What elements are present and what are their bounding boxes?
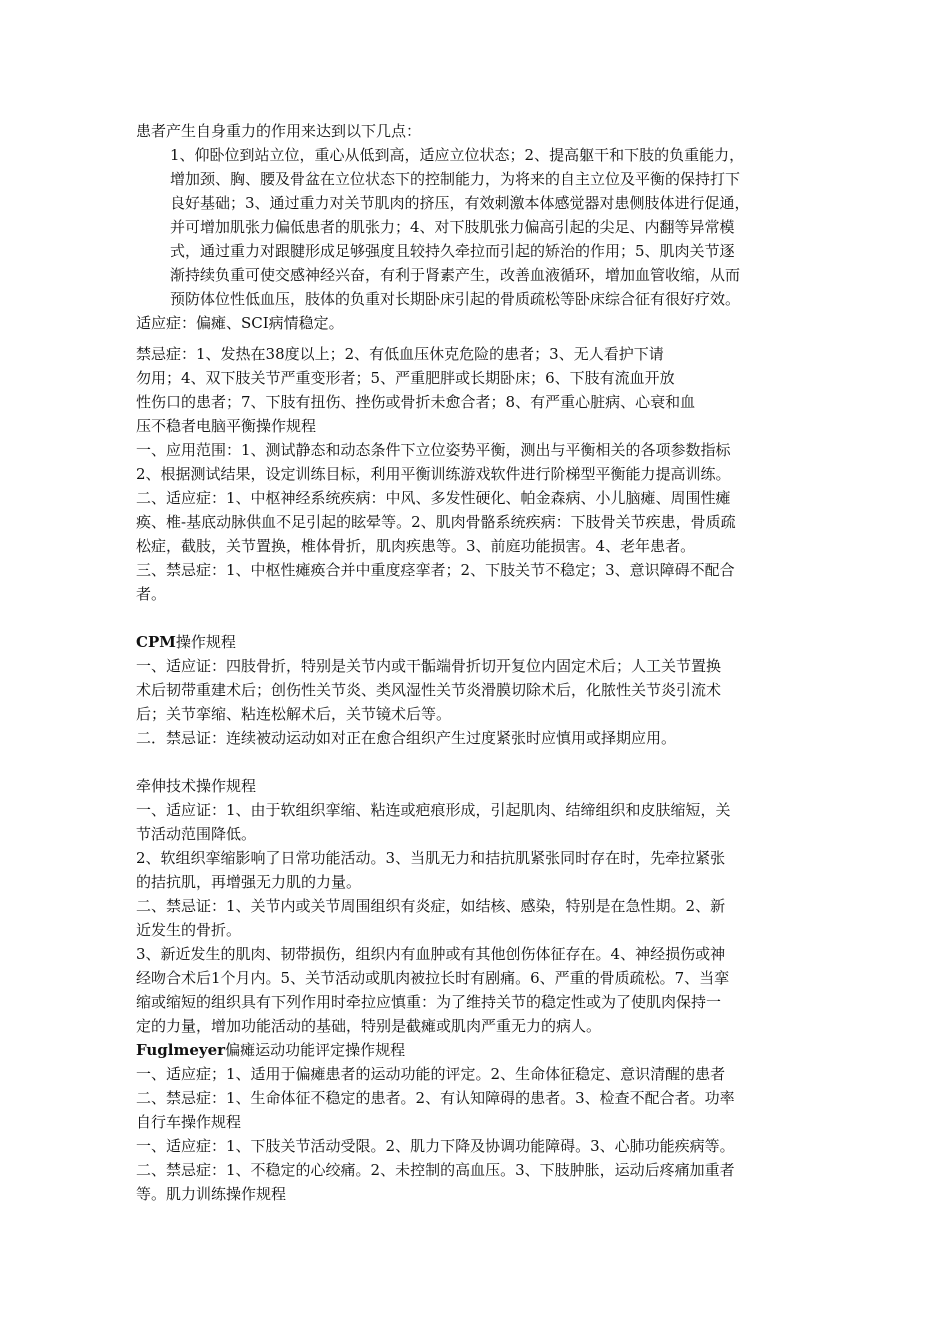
contra-line: 近发生的骨折。	[136, 921, 242, 939]
stretch-contraindications-2	[136, 942, 820, 1038]
contra-line: 3、新近发生的肌肉、韧带损伤，组织内有血肿或有其他创伤体征存在。4、神经损伤或神	[136, 945, 726, 963]
indication-line: 术后韧带重建术后；创伤性关节炎、类风湿性关节炎滑膜切除术后，化脓性关节炎引流术	[136, 681, 722, 699]
contra-line: 二、禁忌证：1、关节内或关节周围组织有炎症，如结核、感染，特别是在急性期。2、新	[136, 897, 726, 915]
fugl-line: 一、适应症；1、适用于偏瘫患者的运动功能的评定。2、生命体征稳定、意识清醒的患者	[136, 1065, 726, 1083]
cpm-heading-bold: CPM	[136, 633, 176, 651]
contra-line: 禁忌症：1、发热在38度以上；2、有低血压休克危险的患者；3、无人看护下请	[136, 345, 664, 363]
intro-lead: 患者产生自身重力的作用来达到以下几点：	[136, 122, 422, 140]
spacer	[136, 606, 820, 630]
bike-line: 一、适应症：1、下肢关节活动受限。2、肌力下降及协调功能障碍。3、心肺功能疾病等。	[136, 1137, 735, 1155]
contra-line: 勿用；4、双下肢关节严重变形者；5、严重肥胖或长期卧床；6、下肢有流血开放	[136, 369, 675, 387]
intro-point-line: 式，通过重力对跟腱形成足够强度且较持久牵拉而引起的矫治的作用；5、肌肉关节逐	[170, 242, 735, 260]
indication-line: 的拮抗肌，再增强无力肌的力量。	[136, 873, 362, 891]
stretch-indications-2	[136, 846, 820, 894]
fugl-line: 自行车操作规程	[136, 1113, 242, 1131]
intro-point-line: 良好基础；3、通过重力对关节肌肉的挤压，有效刺激本体感觉器对患侧肢体进行促通，	[170, 194, 750, 212]
indication-line: 痪、椎-基底动脉供血不足引起的眩晕等。2、肌肉骨骼系统疾病：下肢骨关节疾患，骨质疏	[136, 513, 736, 531]
indication-line: 2、软组织挛缩影响了日常功能活动。3、当肌无力和拮抗肌紧张同时存在时，先牵拉紧张	[136, 849, 726, 867]
spacer	[136, 335, 820, 342]
intro-point-line: 预防体位性低血压，肢体的负重对长期卧床引起的骨质疏松等卧床综合征有很好疗效。	[170, 290, 741, 308]
bike-line: 等。肌力训练操作规程	[136, 1185, 287, 1203]
indication-line: 一、适应证：1、由于软组织挛缩、粘连或疤痕形成，引起肌肉、结缔组织和皮肤缩短，关	[136, 801, 731, 819]
bike-body	[136, 1134, 820, 1206]
stretch-heading: 牵伸技术操作规程	[136, 777, 257, 795]
intro-point-line: 渐持续负重可使交感神经兴奋，有利于肾素产生，改善血液循环，增加血管收缩，从而	[170, 266, 741, 284]
indication-line: 松症，截肢，关节置换，椎体骨折，肌肉疾患等。3、前庭功能损害。4、老年患者。	[136, 537, 696, 555]
balance-indications	[136, 486, 820, 558]
cpm-contraindications: 二．禁忌证：连续被动运动如对正在愈合组织产生过度紧张时应慎用或择期应用。	[136, 729, 677, 747]
cpm-heading	[136, 630, 820, 654]
contra-line: 经吻合术后1个月内。5、关节活动或肌肉被拉长时有剧痛。6、严重的骨质疏松。7、当挛	[136, 969, 730, 987]
contra-line: 三、禁忌症：1、中枢性瘫痪合并中重度痉挛者；2、下肢关节不稳定；3、意识障碍不配合	[136, 561, 735, 579]
indication-line: 一、适应证：四肢骨折，特别是关节内或干骺端骨折切开复位内固定术后；人工关节置换	[136, 657, 722, 675]
fugl-heading-bold: Fuglmeyer	[136, 1041, 226, 1059]
contra-line: 性伤口的患者；7、下肢有扭伤、挫伤或骨折未愈合者；8、有严重心脏病、心衰和血	[136, 393, 696, 411]
document-body	[136, 119, 820, 1206]
contra-line: 者。	[136, 585, 167, 603]
contra-line: 缩或缩短的组织具有下列作用时牵拉应慎重：为了维持关节的稳定性或为了使肌肉保持一	[136, 993, 722, 1011]
cpm-heading-rest: 操作规程	[175, 633, 236, 651]
spacer	[136, 750, 820, 774]
intro-point-line: 1、仰卧位到站立位，重心从低到高，适应立位状态；2、提高躯干和下肢的负重能力，	[170, 146, 745, 164]
intro-point-line: 增加颈、胸、腰及骨盆在立位状态下的控制能力，为将来的自主立位及平衡的保持打下	[170, 170, 741, 188]
fugl-heading-rest: 偏瘫运动功能评定操作规程	[225, 1041, 406, 1059]
intro-indications: 适应症：偏瘫、SCI病情稳定。	[136, 314, 344, 332]
scope-line: 2、根据测试结果，设定训练目标，利用平衡训练游戏软件进行阶梯型平衡能力提高训练。	[136, 465, 731, 483]
indication-line: 二、适应症：1、中枢神经系统疾病：中风、多发性硬化、帕金森病、小儿脑瘫、周围性瘫	[136, 489, 731, 507]
intro-contraindications	[136, 342, 820, 438]
fugl-line: 二、禁忌症：1、生命体征不稳定的患者。2、有认知障碍的患者。3、检查不配合者。功率	[136, 1089, 735, 1107]
fugl-heading	[136, 1038, 820, 1062]
fugl-body	[136, 1062, 820, 1134]
stretch-indications-1	[136, 798, 820, 846]
indication-line: 后；关节挛缩、粘连松解术后，关节镜术后等。	[136, 705, 452, 723]
indication-line: 节活动范围降低。	[136, 825, 257, 843]
scope-line: 一、应用范围：1、测试静态和动态条件下立位姿势平衡，测出与平衡相关的各项参数指标	[136, 441, 731, 459]
intro-points	[136, 143, 820, 311]
contra-line: 压不稳者电脑平衡操作规程	[136, 417, 317, 435]
balance-scope	[136, 438, 820, 486]
cpm-indications	[136, 654, 820, 726]
bike-line: 二、禁忌症：1、不稳定的心绞痛。2、未控制的高血压。3、下肢肿胀，运动后疼痛加重者	[136, 1161, 735, 1179]
stretch-contraindications-1	[136, 894, 820, 942]
contra-line: 定的力量，增加功能活动的基础，特别是截瘫或肌肉严重无力的病人。	[136, 1017, 602, 1035]
balance-contraindications	[136, 558, 820, 606]
intro-point-line: 并可增加肌张力偏低患者的肌张力；4、对下肢肌张力偏高引起的尖足、内翻等异常模	[170, 218, 735, 236]
